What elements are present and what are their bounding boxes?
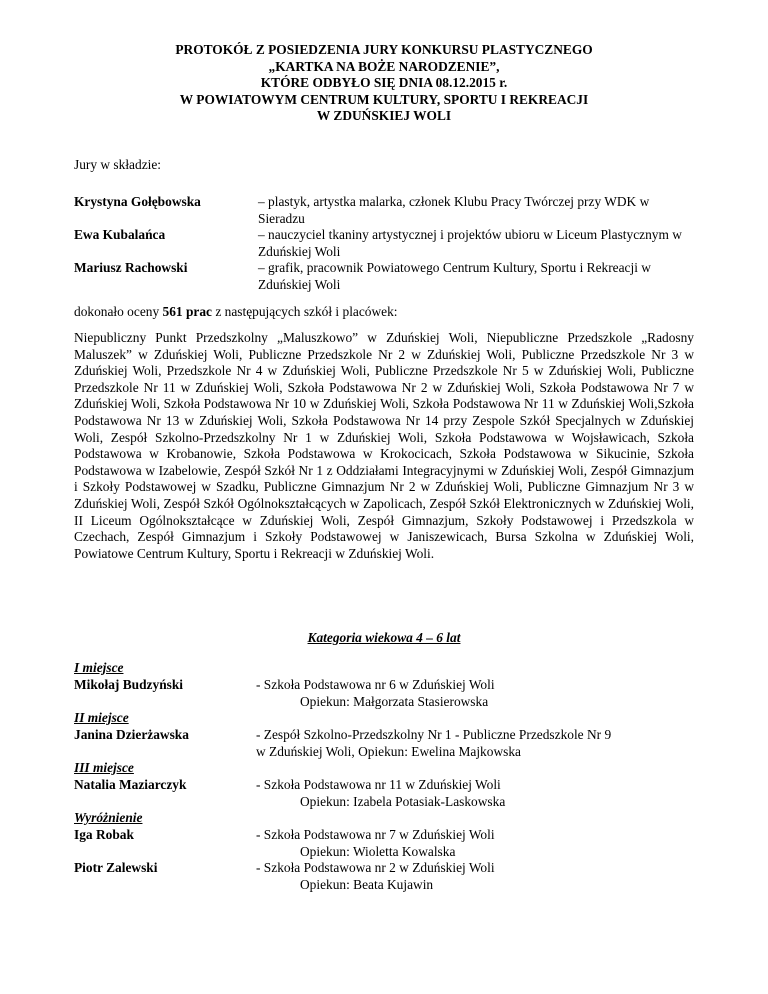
place-label: Wyróżnienie bbox=[74, 810, 143, 825]
winner-school bbox=[256, 677, 706, 710]
title-line: PROTOKÓŁ Z POSIEDZENIA JURY KONKURSU PLASTYCZNEGO bbox=[175, 42, 593, 57]
category-title: Kategoria wiekowa 4 – 6 lat bbox=[307, 630, 461, 645]
title-line: „KARTKA NA BOŻE NARODZENIE”, bbox=[268, 58, 500, 74]
evaluation-suffix: z następujących szkół i placówek: bbox=[211, 304, 398, 319]
place-label: I miejsce bbox=[74, 660, 124, 675]
jury-member-description: – nauczyciel tkaniny artystycznej i projektów ubioru w Liceum Plastycznym w Zduńskiej Woli bbox=[258, 227, 682, 259]
title-line: W ZDUŃSKIEJ WOLI bbox=[316, 108, 452, 123]
winner-name: Piotr Zalewski bbox=[74, 860, 158, 875]
title-line: W POWIATOWYM CENTRUM KULTURY, SPORTU I REKREACJI bbox=[179, 91, 589, 107]
jury-member-description: – grafik, pracownik Powiatowego Centrum Kultury, Sportu i Rekreacji w Zduńskiej Woli bbox=[258, 260, 651, 292]
jury-member-description: – plastyk, artystka malarka, członek Klubu Pracy Twórczej przy WDK w Sieradzu bbox=[258, 194, 650, 226]
winner-name: Mikołaj Budzyński bbox=[74, 677, 184, 692]
jury-member-name: Krystyna Gołębowska bbox=[74, 194, 201, 209]
school-line: - Szkoła Podstawowa nr 6 w Zduńskiej Woli bbox=[256, 677, 495, 692]
winner-name: Iga Robak bbox=[74, 827, 134, 842]
school-line: - Szkoła Podstawowa nr 7 w Zduńskiej Woli bbox=[256, 827, 495, 842]
winner-school bbox=[256, 827, 706, 860]
evaluation-sentence bbox=[74, 304, 398, 321]
document-title bbox=[80, 42, 688, 125]
evaluation-prefix: dokonało oceny bbox=[74, 304, 163, 319]
place-label: III miejsce bbox=[74, 760, 134, 775]
school-line: - Szkoła Podstawowa nr 11 w Zduńskiej Woli bbox=[256, 777, 501, 792]
place-label: II miejsce bbox=[74, 710, 129, 725]
winner-school bbox=[256, 777, 706, 810]
winner-school bbox=[256, 727, 706, 760]
title-line: KTÓRE ODBYŁO SIĘ DNIA 08.12.2015 r. bbox=[260, 75, 508, 90]
schools-list: Niepubliczny Punkt Przedszkolny „Maluszkowo” w Zduńskiej Woli, Niepubliczne Przedszkole „Radosny Maluszek” w Zduńskiej Woli, Publiczne Przedszkole Nr 2 w Zduńskiej Woli, Publiczne Przedszkole Nr 3 w Zduńskiej Woli, Przedszkole Nr 4 w Zduńskiej Woli, Publiczne Przedszkole Nr 5 w Zduńskiej Woli, Publiczne Przedszkole Nr 11 w Zduńskiej Woli, Szkoła Podstawowa Nr 2 w Zduńskiej Woli, Szkoła Podstawowa Nr 7 w Zduńskiej Woli, Szkoła Podstawowa Nr 10 w Zduńskiej Woli, Szkoła Podstawowa Nr 11 w Zduńskiej Woli,Szkoła Podstawowa Nr 13 w Zduńskiej Woli, Szkoła Podstawowa Nr 14 przy Zespole Szkół Specjalnych w Zduńskiej Woli, Zespół Szkolno-Przedszkolny Nr 1 w Zduńskiej Woli, Szkoła Podstawowa w Wojsławicach, Szkoła Podstawowa w Krobanowie, Szkoła Podstawowa w Krokocicach, Szkoła Podstawowa w Sikucinie, Szkoła Podstawowa w Izabelowie, Zespół Szkół Nr 1 z Oddziałami Integracyjnymi w Zduńskiej Woli, Zespół Gimnazjum i Szkoły Podstawowej w Szadku, Publiczne Gimnazjum Nr 2 w Zduńskiej Woli, Publiczne Gimnazjum Nr 3 w Zduńskiej Woli, Zespół Szkół Ogólnokształcących w Zapolicach, Zespół Szkół Elektronicznych w Zduńskiej Woli, II Liceum Ogólnokształcące w Zduńskiej Woli, Zespół Gimnazjum, Szkoły Podstawowej i Przedszkola w Czechach, Zespół Gimnazjum i Szkoły Podstawowej w Janiszewicach, Bursa Szkolna w Zduńskiej Woli, Powiatowe Centrum Kultury, Sportu i Rekreacji w Zduńskiej Woli. bbox=[74, 330, 694, 561]
school-line: - Szkoła Podstawowa nr 2 w Zduńskiej Woli bbox=[256, 860, 495, 875]
school-line: - Zespół Szkolno-Przedszkolny Nr 1 - Publiczne Przedszkole Nr 9 bbox=[256, 727, 612, 742]
tutor-line: Opiekun: Wioletta Kowalska bbox=[300, 843, 456, 859]
tutor-line: w Zduńskiej Woli, Opiekun: Ewelina Majkowska bbox=[256, 743, 521, 759]
winner-school bbox=[256, 860, 706, 893]
winner-name: Janina Dzierżawska bbox=[74, 727, 189, 742]
jury-member-name: Ewa Kubalańca bbox=[74, 227, 166, 242]
tutor-line: Opiekun: Małgorzata Stasierowska bbox=[300, 693, 489, 709]
jury-intro: Jury w składzie: bbox=[74, 157, 162, 172]
tutor-line: Opiekun: Beata Kujawin bbox=[300, 876, 434, 892]
winner-name: Natalia Maziarczyk bbox=[74, 777, 187, 792]
jury-member-name: Mariusz Rachowski bbox=[74, 260, 188, 275]
tutor-line: Opiekun: Izabela Potasiak-Laskowska bbox=[300, 793, 506, 809]
works-count: 561 prac bbox=[162, 304, 212, 319]
